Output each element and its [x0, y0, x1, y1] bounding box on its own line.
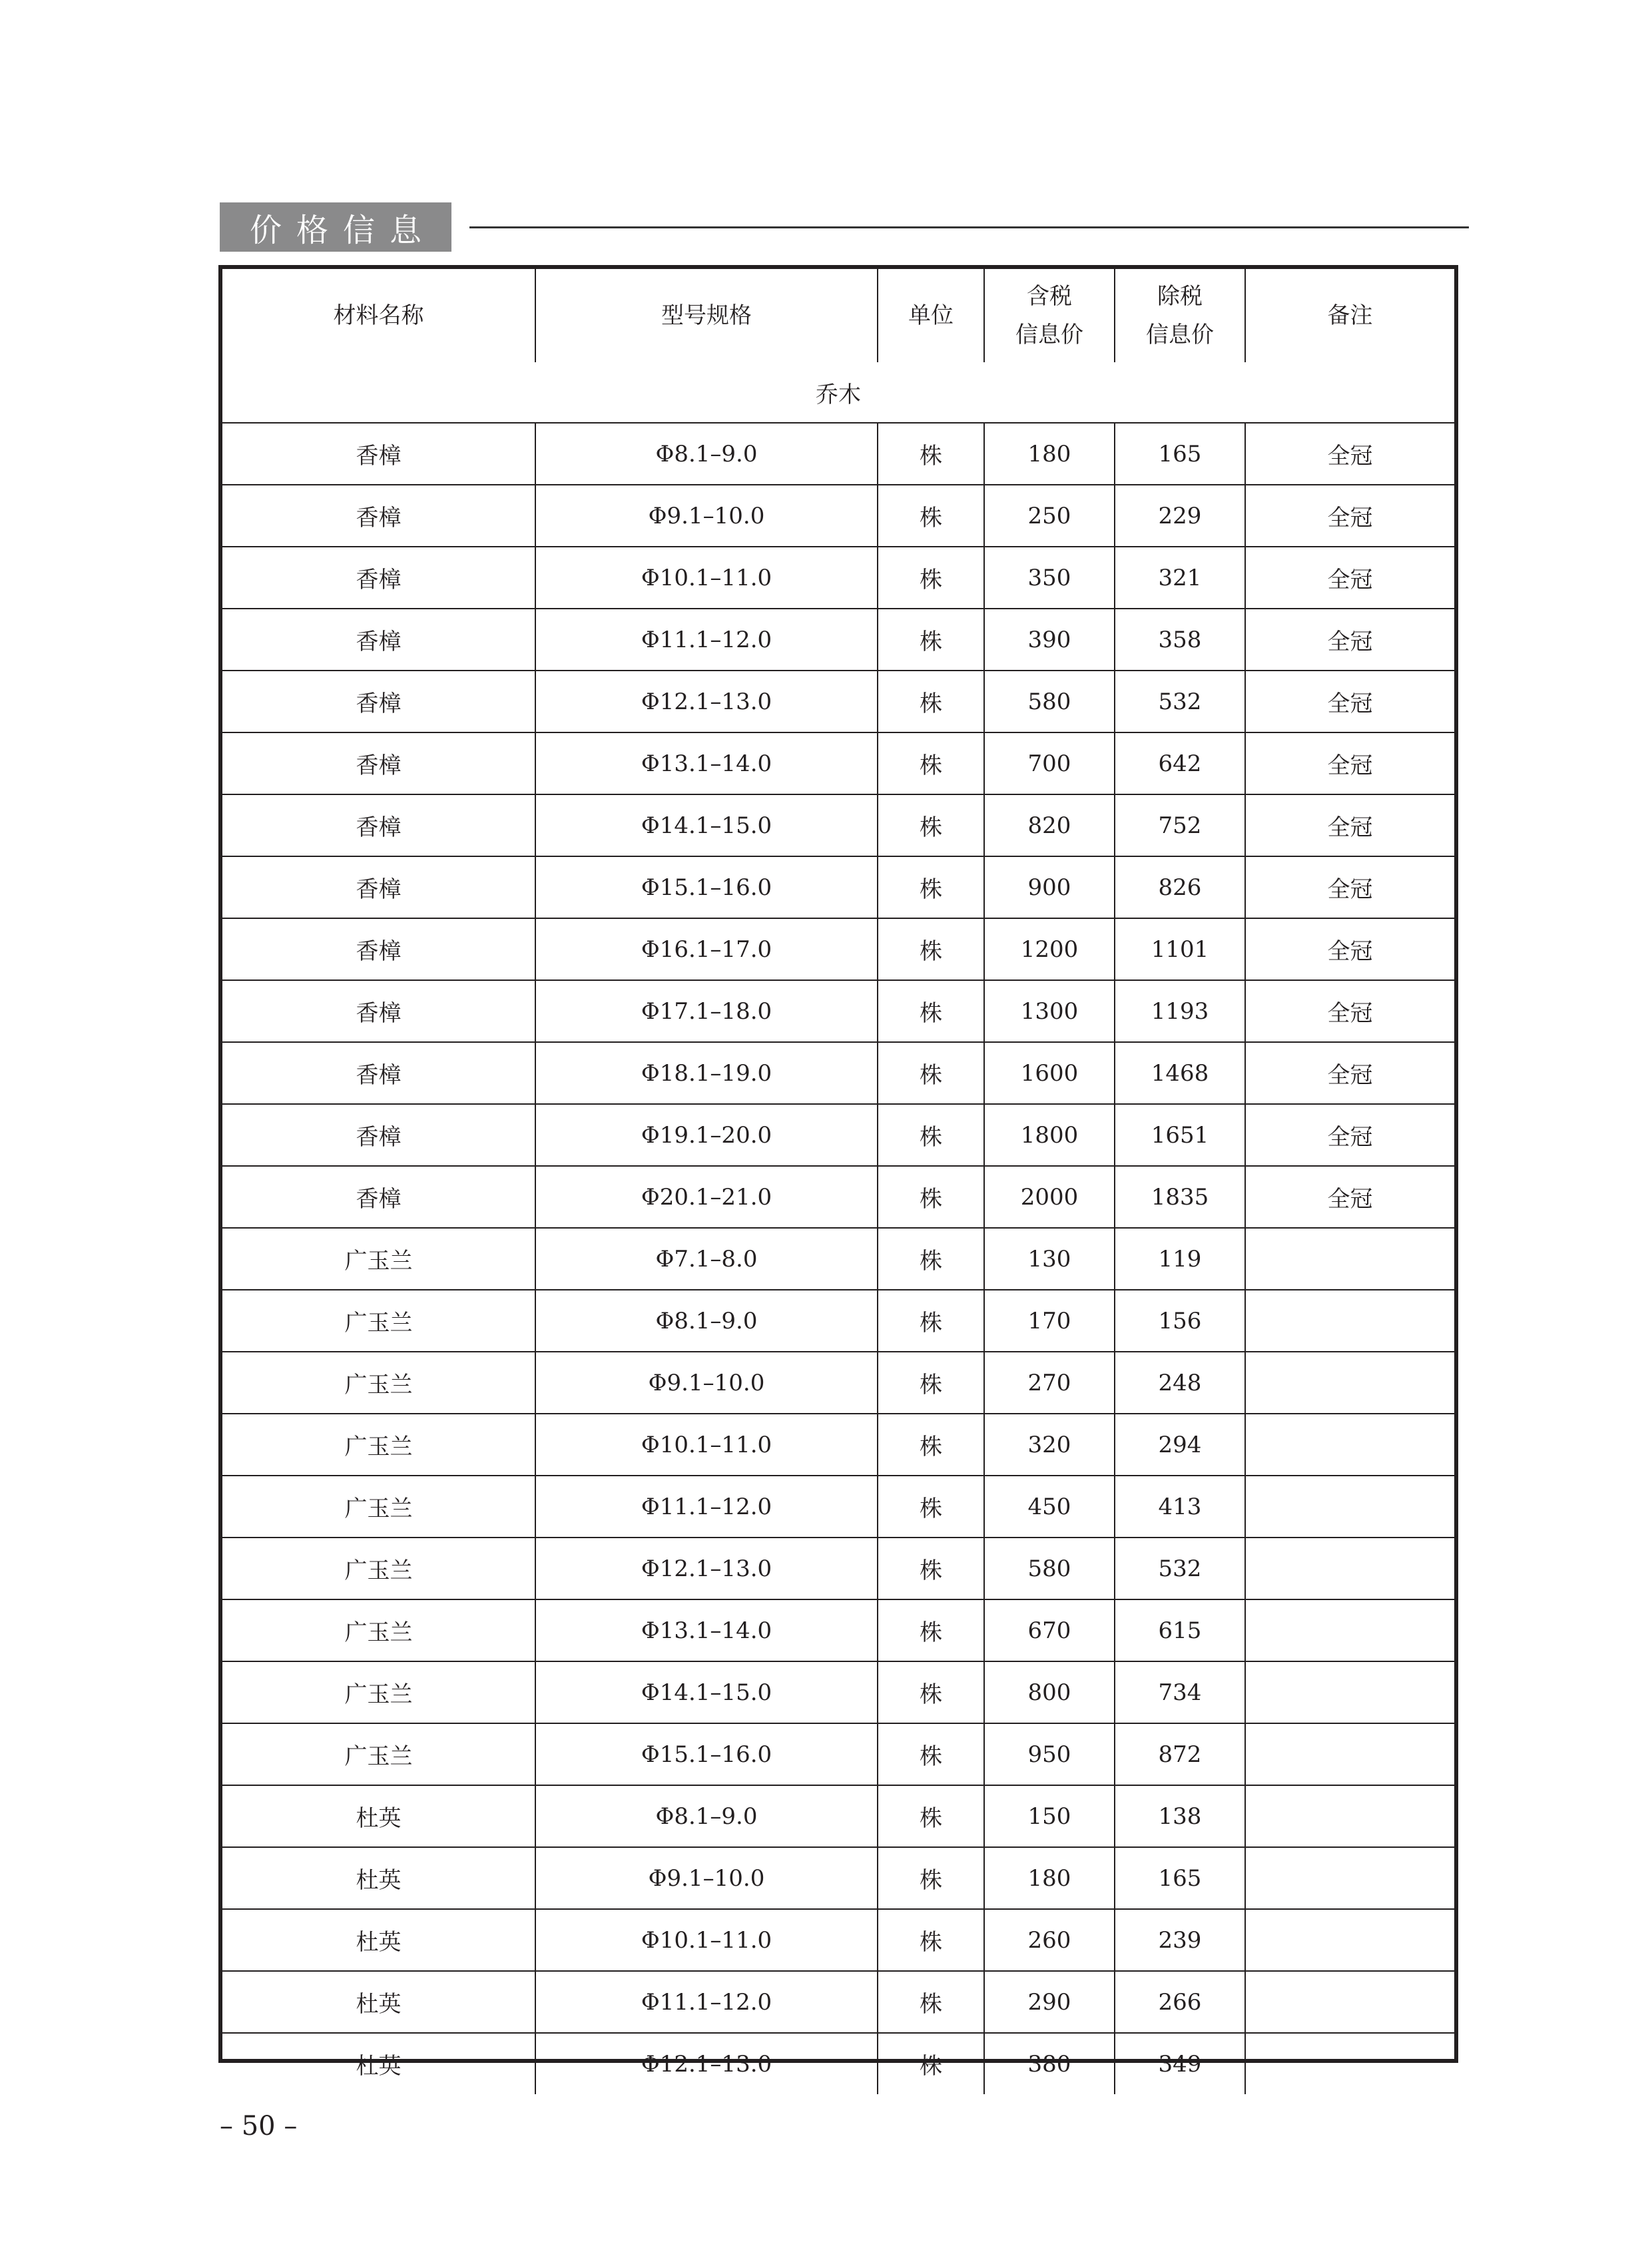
material-name-cell: 香樟	[222, 856, 535, 918]
col-header-spec: 型号规格	[535, 269, 878, 362]
price-excl-tax-cell: 826	[1115, 856, 1245, 918]
price-incl-tax-cell: 180	[984, 1847, 1115, 1909]
remarks-cell	[1245, 1290, 1454, 1352]
price-excl-tax-cell: 413	[1115, 1476, 1245, 1538]
price-incl-tax-cell: 1600	[984, 1042, 1115, 1104]
price-excl-tax-cell: 1101	[1115, 918, 1245, 980]
price-table-frame	[218, 265, 1458, 2080]
price-excl-tax-cell: 1651	[1115, 1104, 1245, 1166]
col-header-unit: 单位	[878, 269, 984, 362]
price-excl-tax-cell: 872	[1115, 1723, 1245, 1785]
spec-cell: Φ16.1–17.0	[535, 918, 878, 980]
unit-cell: 株	[878, 547, 984, 609]
price-excl-tax-cell: 642	[1115, 732, 1245, 794]
unit-cell: 株	[878, 1971, 984, 2033]
spec-cell: Φ12.1–13.0	[535, 671, 878, 732]
remarks-cell	[1245, 1785, 1454, 1847]
table-row	[222, 1599, 1454, 1661]
spec-cell: Φ14.1–15.0	[535, 1661, 878, 1723]
spec-cell: Φ13.1–14.0	[535, 732, 878, 794]
remarks-cell	[1245, 1599, 1454, 1661]
price-incl-tax-cell: 1300	[984, 980, 1115, 1042]
spec-cell: Φ12.1–13.0	[535, 2033, 878, 2094]
spec-cell: Φ7.1–8.0	[535, 1228, 878, 1290]
remarks-cell: 全冠	[1245, 1104, 1454, 1166]
price-incl-tax-cell: 130	[984, 1228, 1115, 1290]
material-name-cell: 广玉兰	[222, 1476, 535, 1538]
price-excl-tax-cell: 165	[1115, 1847, 1245, 1909]
unit-cell: 株	[878, 1476, 984, 1538]
price-excl-tax-cell: 532	[1115, 1538, 1245, 1599]
remarks-cell: 全冠	[1245, 1042, 1454, 1104]
material-name-cell: 广玉兰	[222, 1661, 535, 1723]
price-incl-tax-cell: 580	[984, 671, 1115, 732]
material-name-cell: 香樟	[222, 1104, 535, 1166]
col-header-remarks: 备注	[1245, 269, 1454, 362]
unit-cell: 株	[878, 1909, 984, 1971]
remarks-cell: 全冠	[1245, 1166, 1454, 1228]
price-excl-tax-cell: 1193	[1115, 980, 1245, 1042]
material-name-cell: 香樟	[222, 547, 535, 609]
material-name-cell: 杜英	[222, 1909, 535, 1971]
spec-cell: Φ9.1–10.0	[535, 485, 878, 547]
unit-cell: 株	[878, 1661, 984, 1723]
unit-cell: 株	[878, 2033, 984, 2094]
price-excl-tax-cell: 532	[1115, 671, 1245, 732]
table-row	[222, 856, 1454, 918]
remarks-cell	[1245, 1909, 1454, 1971]
price-excl-tax-cell: 358	[1115, 609, 1245, 671]
price-incl-tax-cell: 390	[984, 609, 1115, 671]
unit-cell: 株	[878, 794, 984, 856]
table-row	[222, 2033, 1454, 2094]
unit-cell: 株	[878, 1847, 984, 1909]
price-incl-tax-cell: 580	[984, 1538, 1115, 1599]
material-name-cell: 香樟	[222, 423, 535, 485]
table-row	[222, 1847, 1454, 1909]
spec-cell: Φ10.1–11.0	[535, 547, 878, 609]
price-incl-tax-cell: 180	[984, 423, 1115, 485]
price-incl-tax-cell: 800	[984, 1661, 1115, 1723]
table-row	[222, 1414, 1454, 1476]
price-incl-tax-cell: 700	[984, 732, 1115, 794]
material-name-cell: 香樟	[222, 485, 535, 547]
section-title-tab	[220, 202, 451, 252]
material-name-cell: 香樟	[222, 1042, 535, 1104]
section-label: 乔木	[222, 362, 1454, 423]
unit-cell: 株	[878, 423, 984, 485]
table-row	[222, 671, 1454, 732]
table-row	[222, 1971, 1454, 2033]
table-row	[222, 1166, 1454, 1228]
price-excl-tax-cell: 156	[1115, 1290, 1245, 1352]
table-row	[222, 423, 1454, 485]
table-row	[222, 1228, 1454, 1290]
price-excl-tax-cell: 266	[1115, 1971, 1245, 2033]
col-header-price-incl-tax: 含税 信息价	[984, 269, 1115, 362]
material-name-cell: 广玉兰	[222, 1414, 535, 1476]
remarks-cell	[1245, 1723, 1454, 1785]
spec-cell: Φ11.1–12.0	[535, 1971, 878, 2033]
remarks-cell: 全冠	[1245, 794, 1454, 856]
remarks-cell	[1245, 1414, 1454, 1476]
spec-cell: Φ17.1–18.0	[535, 980, 878, 1042]
unit-cell: 株	[878, 856, 984, 918]
spec-cell: Φ15.1–16.0	[535, 1723, 878, 1785]
price-table	[222, 269, 1454, 2094]
price-incl-tax-cell: 170	[984, 1290, 1115, 1352]
remarks-cell: 全冠	[1245, 980, 1454, 1042]
table-header-row	[222, 269, 1454, 362]
material-name-cell: 香樟	[222, 794, 535, 856]
table-row	[222, 1042, 1454, 1104]
material-name-cell: 广玉兰	[222, 1723, 535, 1785]
spec-cell: Φ11.1–12.0	[535, 609, 878, 671]
material-name-cell: 香樟	[222, 980, 535, 1042]
spec-cell: Φ15.1–16.0	[535, 856, 878, 918]
unit-cell: 株	[878, 1599, 984, 1661]
spec-cell: Φ8.1–9.0	[535, 1785, 878, 1847]
table-row	[222, 1785, 1454, 1847]
unit-cell: 株	[878, 1352, 984, 1414]
spec-cell: Φ12.1–13.0	[535, 1538, 878, 1599]
price-excl-tax-cell: 294	[1115, 1414, 1245, 1476]
remarks-cell: 全冠	[1245, 918, 1454, 980]
spec-cell: Φ20.1–21.0	[535, 1166, 878, 1228]
table-row	[222, 732, 1454, 794]
material-name-cell: 广玉兰	[222, 1538, 535, 1599]
unit-cell: 株	[878, 980, 984, 1042]
remarks-cell: 全冠	[1245, 856, 1454, 918]
material-name-cell: 香樟	[222, 918, 535, 980]
price-incl-tax-cell: 820	[984, 794, 1115, 856]
price-incl-tax-cell: 270	[984, 1352, 1115, 1414]
spec-cell: Φ8.1–9.0	[535, 423, 878, 485]
unit-cell: 株	[878, 918, 984, 980]
unit-cell: 株	[878, 1414, 984, 1476]
remarks-cell: 全冠	[1245, 423, 1454, 485]
remarks-cell	[1245, 1971, 1454, 2033]
table-row	[222, 918, 1454, 980]
unit-cell: 株	[878, 732, 984, 794]
unit-cell: 株	[878, 485, 984, 547]
unit-cell: 株	[878, 671, 984, 732]
price-incl-tax-cell: 290	[984, 1971, 1115, 2033]
table-row	[222, 1538, 1454, 1599]
material-name-cell: 杜英	[222, 1785, 535, 1847]
price-excl-tax-cell: 248	[1115, 1352, 1245, 1414]
material-name-cell: 杜英	[222, 1847, 535, 1909]
table-row	[222, 1723, 1454, 1785]
price-excl-tax-cell: 752	[1115, 794, 1245, 856]
unit-cell: 株	[878, 1290, 984, 1352]
price-incl-tax-cell: 1200	[984, 918, 1115, 980]
table-row	[222, 1104, 1454, 1166]
price-excl-tax-cell: 1835	[1115, 1166, 1245, 1228]
unit-cell: 株	[878, 1166, 984, 1228]
remarks-cell: 全冠	[1245, 732, 1454, 794]
material-name-cell: 广玉兰	[222, 1352, 535, 1414]
price-excl-tax-cell: 615	[1115, 1599, 1245, 1661]
price-excl-tax-cell: 229	[1115, 485, 1245, 547]
material-name-cell: 广玉兰	[222, 1599, 535, 1661]
material-name-cell: 香樟	[222, 671, 535, 732]
section-title: 价格信息	[249, 211, 436, 249]
remarks-cell: 全冠	[1245, 485, 1454, 547]
price-incl-tax-cell: 380	[984, 2033, 1115, 2094]
spec-cell: Φ10.1–11.0	[535, 1414, 878, 1476]
price-excl-tax-cell: 349	[1115, 2033, 1245, 2094]
price-excl-tax-cell: 734	[1115, 1661, 1245, 1723]
unit-cell: 株	[878, 1104, 984, 1166]
material-name-cell: 香樟	[222, 732, 535, 794]
table-row	[222, 1352, 1454, 1414]
spec-cell: Φ18.1–19.0	[535, 1042, 878, 1104]
unit-cell: 株	[878, 1538, 984, 1599]
material-name-cell: 香樟	[222, 1166, 535, 1228]
price-excl-tax-cell: 321	[1115, 547, 1245, 609]
unit-cell: 株	[878, 1723, 984, 1785]
spec-cell: Φ10.1–11.0	[535, 1909, 878, 1971]
remarks-cell: 全冠	[1245, 547, 1454, 609]
price-incl-tax-cell: 320	[984, 1414, 1115, 1476]
price-incl-tax-cell: 450	[984, 1476, 1115, 1538]
price-incl-tax-cell: 950	[984, 1723, 1115, 1785]
remarks-cell	[1245, 1476, 1454, 1538]
remarks-cell	[1245, 1228, 1454, 1290]
unit-cell: 株	[878, 1228, 984, 1290]
price-excl-tax-cell: 138	[1115, 1785, 1245, 1847]
table-row	[222, 1661, 1454, 1723]
spec-cell: Φ13.1–14.0	[535, 1599, 878, 1661]
spec-cell: Φ9.1–10.0	[535, 1352, 878, 1414]
price-incl-tax-cell: 350	[984, 547, 1115, 609]
remarks-cell	[1245, 1847, 1454, 1909]
table-row	[222, 485, 1454, 547]
section-row	[222, 362, 1454, 423]
material-name-cell: 杜英	[222, 2033, 535, 2094]
price-excl-tax-cell: 1468	[1115, 1042, 1245, 1104]
remarks-cell	[1245, 1352, 1454, 1414]
table-row	[222, 1909, 1454, 1971]
price-incl-tax-cell: 250	[984, 485, 1115, 547]
spec-cell: Φ14.1–15.0	[535, 794, 878, 856]
price-excl-tax-cell: 165	[1115, 423, 1245, 485]
price-incl-tax-cell: 2000	[984, 1166, 1115, 1228]
material-name-cell: 广玉兰	[222, 1228, 535, 1290]
unit-cell: 株	[878, 609, 984, 671]
price-excl-tax-cell: 239	[1115, 1909, 1245, 1971]
remarks-cell	[1245, 1661, 1454, 1723]
table-row	[222, 547, 1454, 609]
spec-cell: Φ9.1–10.0	[535, 1847, 878, 1909]
spec-cell: Φ8.1–9.0	[535, 1290, 878, 1352]
spec-cell: Φ19.1–20.0	[535, 1104, 878, 1166]
table-row	[222, 1476, 1454, 1538]
table-row	[222, 980, 1454, 1042]
price-incl-tax-cell: 670	[984, 1599, 1115, 1661]
page-number: – 50 –	[220, 2111, 298, 2141]
price-incl-tax-cell: 260	[984, 1909, 1115, 1971]
remarks-cell: 全冠	[1245, 609, 1454, 671]
spec-cell: Φ11.1–12.0	[535, 1476, 878, 1538]
remarks-cell	[1245, 2033, 1454, 2094]
price-incl-tax-cell: 150	[984, 1785, 1115, 1847]
price-incl-tax-cell: 1800	[984, 1104, 1115, 1166]
material-name-cell: 杜英	[222, 1971, 535, 2033]
remarks-cell	[1245, 1538, 1454, 1599]
col-header-material-name: 材料名称	[222, 269, 535, 362]
table-row	[222, 794, 1454, 856]
material-name-cell: 香樟	[222, 609, 535, 671]
table-row	[222, 1290, 1454, 1352]
unit-cell: 株	[878, 1042, 984, 1104]
header-rule	[469, 226, 1469, 228]
unit-cell: 株	[878, 1785, 984, 1847]
remarks-cell: 全冠	[1245, 671, 1454, 732]
price-incl-tax-cell: 900	[984, 856, 1115, 918]
col-header-price-excl-tax: 除税 信息价	[1115, 269, 1245, 362]
material-name-cell: 广玉兰	[222, 1290, 535, 1352]
table-row	[222, 609, 1454, 671]
price-excl-tax-cell: 119	[1115, 1228, 1245, 1290]
